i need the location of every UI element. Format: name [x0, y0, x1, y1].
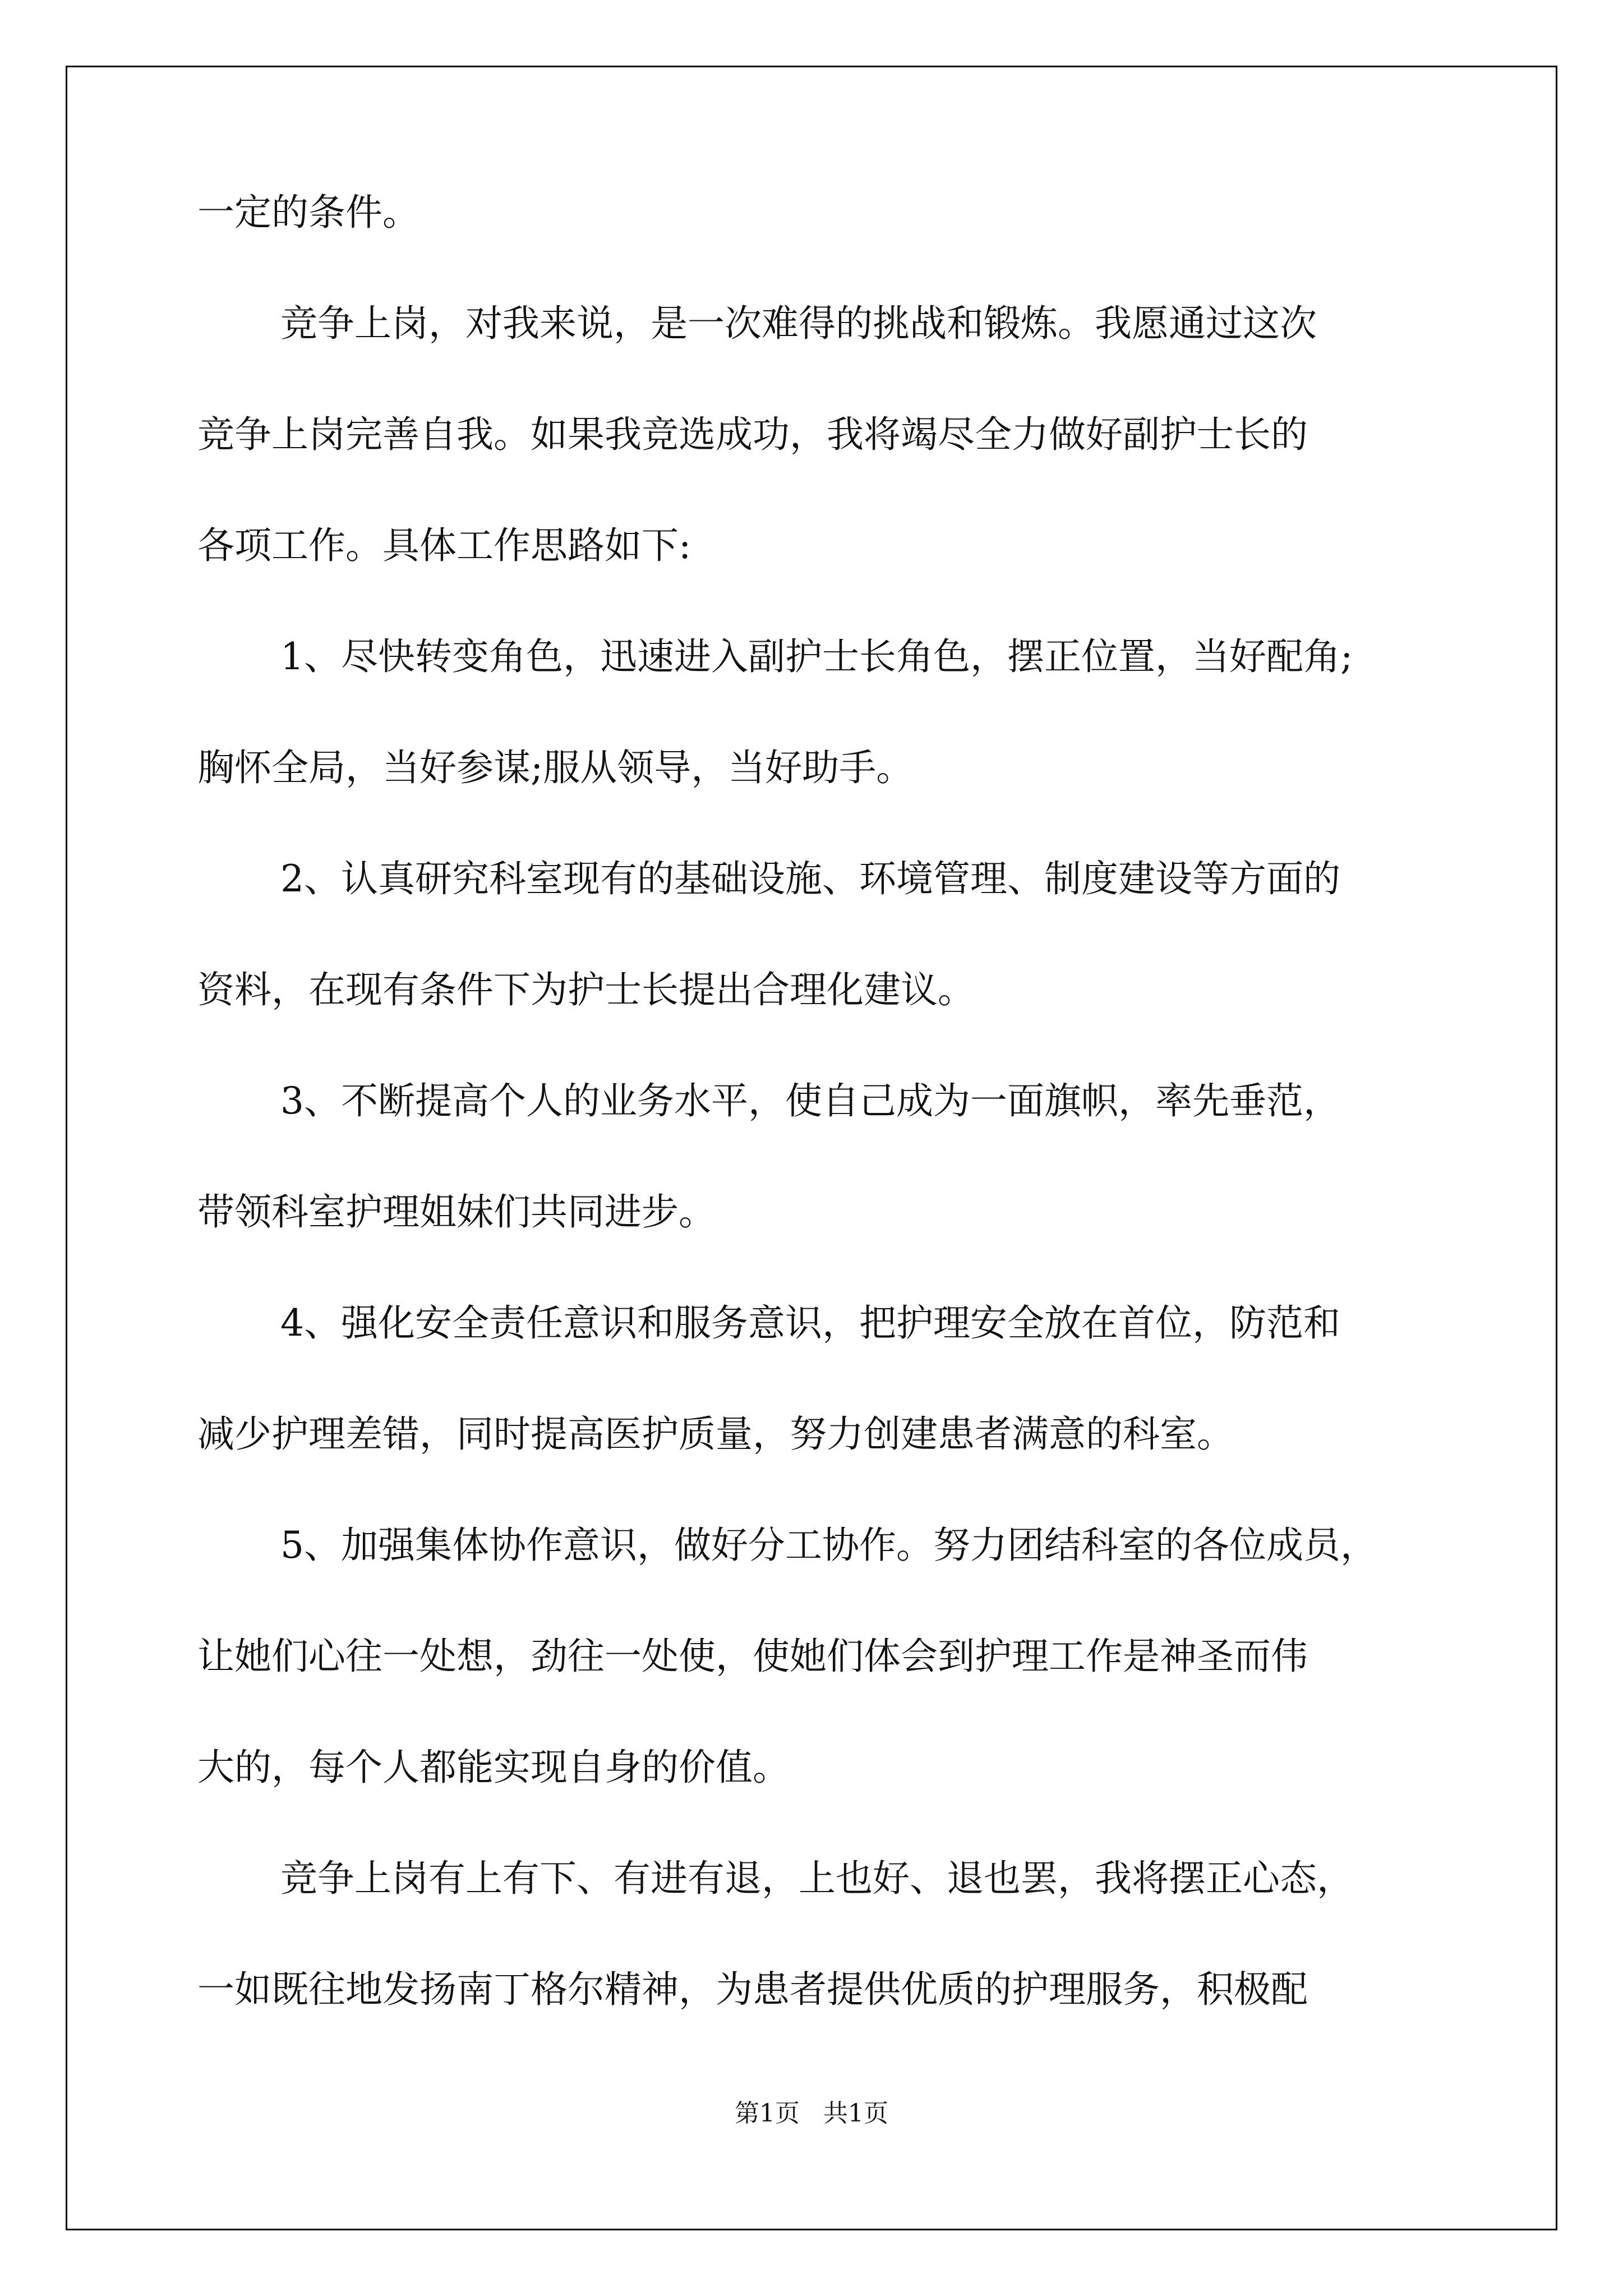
text-line: 竞争上岗有上有下、有进有退，上也好、退也罢，我将摆正心态， [280, 1857, 1354, 1900]
document-body [197, 185, 1442, 2017]
text-line: 减少护理差错，同时提高医护质量，努力创建患者满意的科室。 [197, 1412, 1234, 1456]
text-line: 一如既往地发扬南丁格尔精神，为患者提供优质的护理服务，积极配 [197, 1968, 1308, 2011]
text-line: 大的，每个人都能实现自身的价值。 [197, 1746, 790, 1789]
text-line: 一定的条件。 [197, 191, 419, 234]
page-number-footer: 第1页 共1页 [735, 2099, 888, 2128]
text-line: 1、尽快转变角色，迅速进入副护士长角色，摆正位置，当好配角; [280, 635, 1353, 678]
text-line: 5、加强集体协作意识，做好分工协作。努力团结科室的各位成员， [280, 1524, 1377, 1567]
text-line: 竞争上岗，对我来说，是一次难得的挑战和锻炼。我愿通过这次 [280, 302, 1317, 345]
text-line: 让她们心往一处想，劲往一处使，使她们体会到护理工作是神圣而伟 [197, 1635, 1308, 1678]
text-line: 2、认真研究科室现有的基础设施、环境管理、制度建设等方面的 [280, 857, 1340, 900]
text-line: 各项工作。具体工作思路如下: [197, 524, 691, 567]
text-line: 3、不断提高个人的业务水平，使自己成为一面旗帜，率先垂范， [280, 1079, 1340, 1122]
text-line: 带领科室护理姐妹们共同进步。 [197, 1190, 716, 1234]
text-line: 竞争上岗完善自我。如果我竞选成功，我将竭尽全力做好副护士长的 [197, 413, 1308, 456]
text-line: 4、强化安全责任意识和服务意识，把护理安全放在首位，防范和 [280, 1301, 1340, 1345]
text-line: 胸怀全局，当好参谋;服从领导，当好助手。 [197, 746, 914, 789]
text-line: 资料，在现有条件下为护士长提出合理化建议。 [197, 968, 975, 1011]
